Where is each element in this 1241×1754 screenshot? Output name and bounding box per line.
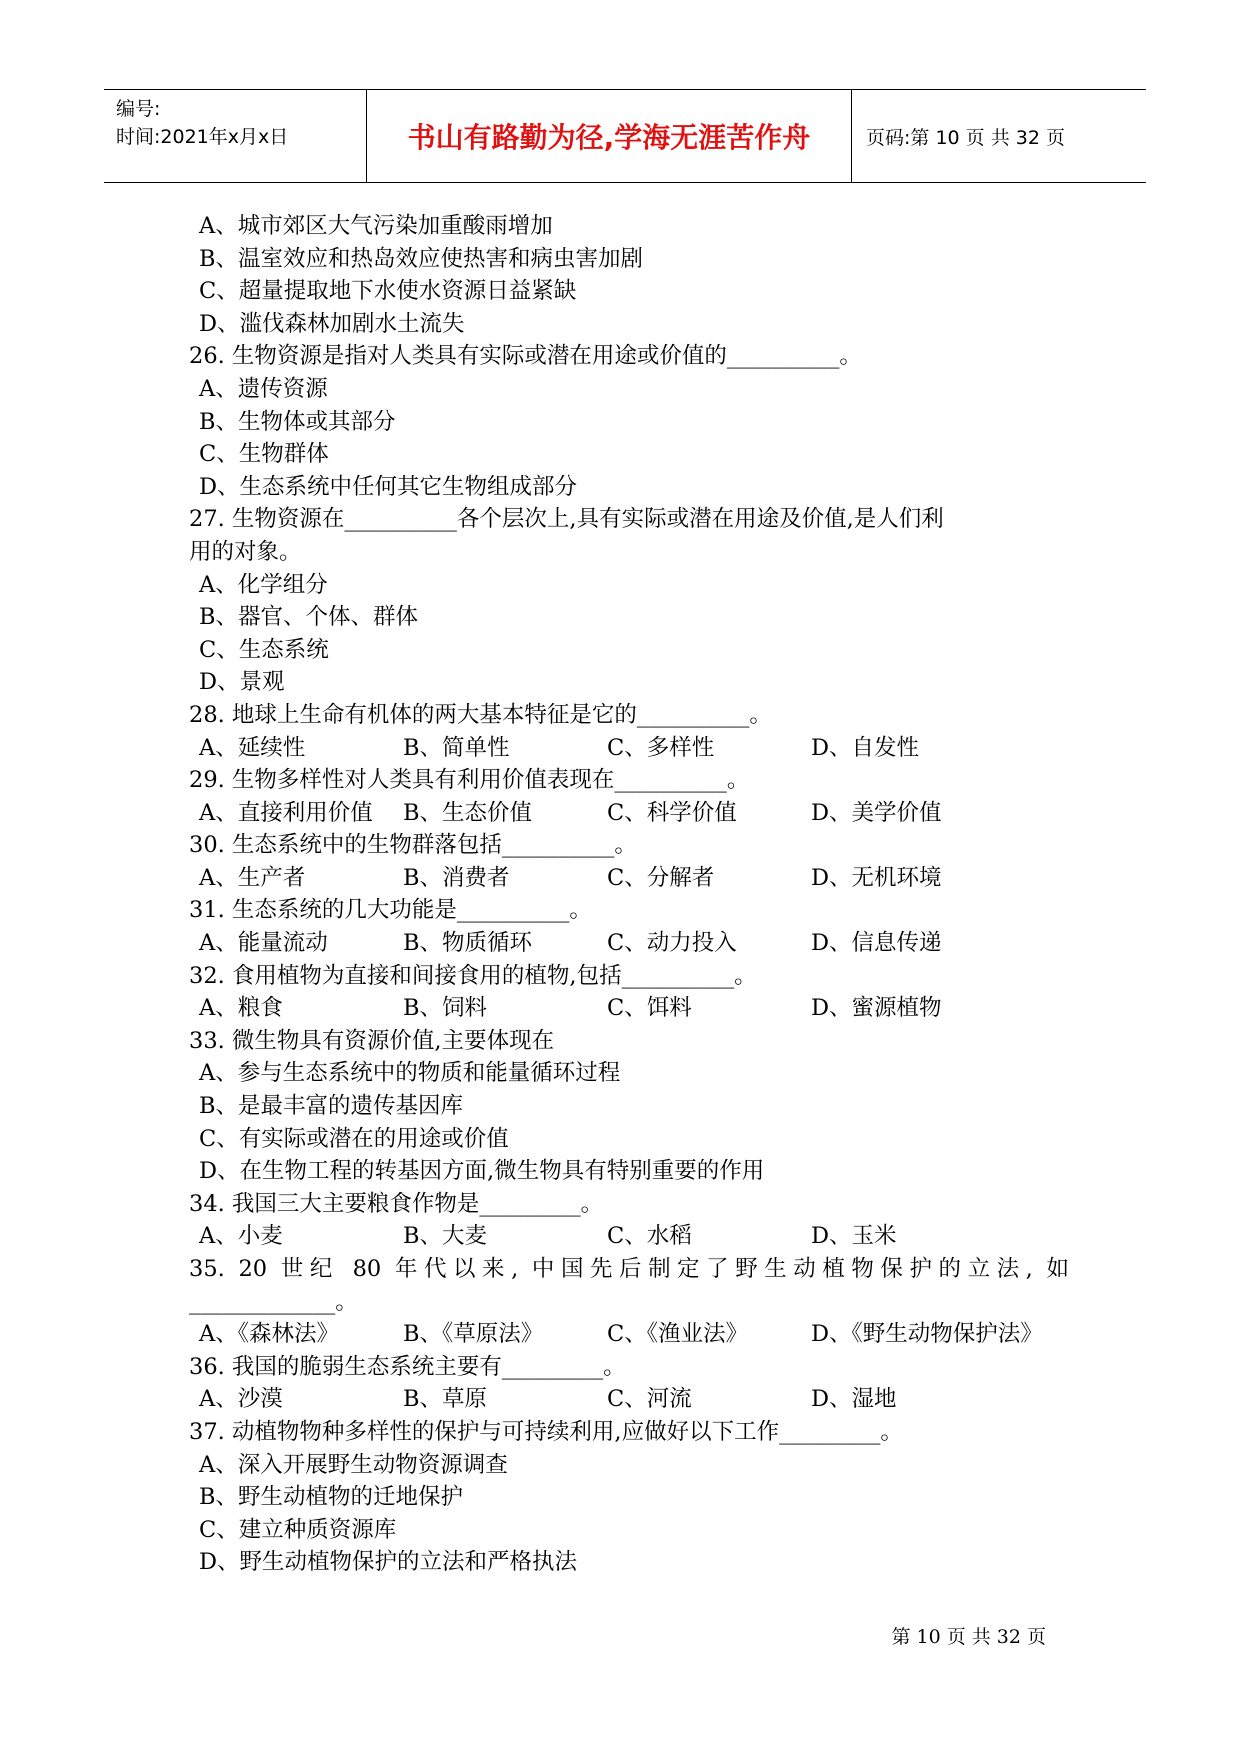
time-label: 时间:2021年x月x日 (116, 126, 289, 148)
option-item: C、分解者 (607, 864, 715, 891)
page-footer: 第 10 页 共 32 页 (891, 1626, 1046, 1648)
option-item: A、直接利用价值 (199, 799, 373, 826)
option-item: B、简单性 (403, 734, 510, 761)
option-item: A、生产者 (199, 864, 306, 891)
option-item: A、《森林法》 (199, 1321, 339, 1348)
option-line: B、生物体或其部分 (199, 408, 396, 435)
question-line: 37. 动植物物种多样性的保护与可持续利用,应做好以下工作_________。 (189, 1418, 903, 1445)
option-line: D、滥伐森林加剧水土流失 (199, 310, 465, 337)
question-line: 27. 生物资源在__________各个层次上,具有实际或潜在用途及价值,是人们利 (189, 506, 944, 533)
option-line: D、景观 (199, 669, 285, 696)
option-row (189, 1318, 1069, 1351)
option-item: D、玉米 (811, 1223, 897, 1250)
question-line: 用的对象。 (189, 538, 302, 565)
option-line: A、深入开展野生动物资源调查 (199, 1451, 508, 1478)
option-item: C、动力投入 (607, 930, 737, 957)
option-item: C、多样性 (607, 734, 715, 761)
question-line: 34. 我国三大主要粮食作物是_________。 (189, 1190, 604, 1217)
document-header (104, 89, 1146, 183)
question-content (189, 210, 1069, 1579)
option-item: D、自发性 (811, 734, 920, 761)
option-line: D、在生物工程的转基因方面,微生物具有特别重要的作用 (199, 1158, 765, 1185)
option-row (189, 992, 1069, 1025)
option-line: B、温室效应和热岛效应使热害和病虫害加剧 (199, 245, 644, 272)
option-row (189, 862, 1069, 895)
option-item: C、《渔业法》 (607, 1321, 748, 1348)
option-line: A、参与生态系统中的物质和能量循环过程 (199, 1060, 621, 1087)
option-item: B、草原 (403, 1386, 488, 1413)
option-item: C、河流 (607, 1386, 692, 1413)
question-line: 29. 生物多样性对人类具有利用价值表现在__________。 (189, 767, 750, 794)
option-row (189, 1383, 1069, 1416)
option-item: A、能量流动 (199, 930, 328, 957)
option-item: B、生态价值 (403, 799, 533, 826)
header-motto: 书山有路勤为径,学海无涯苦作舟 (367, 90, 852, 182)
option-item: D、湿地 (811, 1386, 897, 1413)
option-item: B、消费者 (403, 864, 510, 891)
number-label: 编号: (116, 98, 161, 120)
question-line: 26. 生物资源是指对人类具有实际或潜在用途或价值的__________。 (189, 343, 862, 370)
option-item: A、延续性 (199, 734, 306, 761)
question-line: 28. 地球上生命有机体的两大基本特征是它的__________。 (189, 701, 772, 728)
option-line: A、城市郊区大气污染加重酸雨增加 (199, 213, 553, 239)
option-item: C、饵料 (607, 995, 692, 1022)
option-line: B、野生动植物的迁地保护 (199, 1484, 464, 1511)
question-line: 36. 我国的脆弱生态系统主要有_________。 (189, 1353, 626, 1380)
option-item: D、信息传递 (811, 930, 942, 957)
option-item: D、《野生动物保护法》 (811, 1321, 1043, 1348)
option-row (189, 732, 1069, 765)
option-line: B、是最丰富的遗传基因库 (199, 1093, 464, 1120)
option-item: A、小麦 (199, 1223, 283, 1250)
option-line: C、超量提取地下水使水资源日益紧缺 (199, 278, 577, 305)
option-line: A、遗传资源 (199, 375, 328, 402)
option-line: D、生态系统中任何其它生物组成部分 (199, 473, 578, 500)
option-row (189, 927, 1069, 960)
option-item: B、《草原法》 (403, 1321, 544, 1348)
option-line: D、野生动植物保护的立法和严格执法 (199, 1549, 578, 1576)
option-item: D、蜜源植物 (811, 995, 942, 1022)
option-item: A、粮食 (199, 995, 283, 1022)
option-item: D、美学价值 (811, 799, 942, 826)
question-line: 32. 食用植物为直接和间接食用的植物,包括__________。 (189, 962, 757, 989)
header-meta-cell (104, 90, 367, 182)
option-line: C、生物群体 (199, 441, 329, 468)
option-line: C、生态系统 (199, 636, 329, 663)
question-line: 30. 生态系统中的生物群落包括__________。 (189, 832, 637, 859)
option-line: A、化学组分 (199, 571, 328, 598)
header-page-code: 页码:第 10 页 共 32 页 (866, 126, 1065, 149)
option-line: B、器官、个体、群体 (199, 604, 419, 631)
option-line: C、建立种质资源库 (199, 1516, 397, 1543)
option-item: C、科学价值 (607, 799, 737, 826)
question-line: _____________。 (189, 1288, 358, 1315)
option-item: C、水稻 (607, 1223, 692, 1250)
question-line: 33. 微生物具有资源价值,主要体现在 (189, 1027, 555, 1054)
option-item: D、无机环境 (811, 864, 942, 891)
question-line: 31. 生态系统的几大功能是__________。 (189, 897, 592, 924)
option-item: B、饲料 (403, 995, 488, 1022)
question-line: 35. 20 世纪 80 年代以来, 中国先后制定了野生动植物保护的立法, 如 (189, 1256, 1069, 1282)
option-item: A、沙漠 (199, 1386, 283, 1413)
option-line: C、有实际或潜在的用途或价值 (199, 1125, 509, 1152)
option-row (189, 1220, 1069, 1253)
option-row (189, 797, 1069, 830)
option-item: B、大麦 (403, 1223, 488, 1250)
option-item: B、物质循环 (403, 930, 533, 957)
